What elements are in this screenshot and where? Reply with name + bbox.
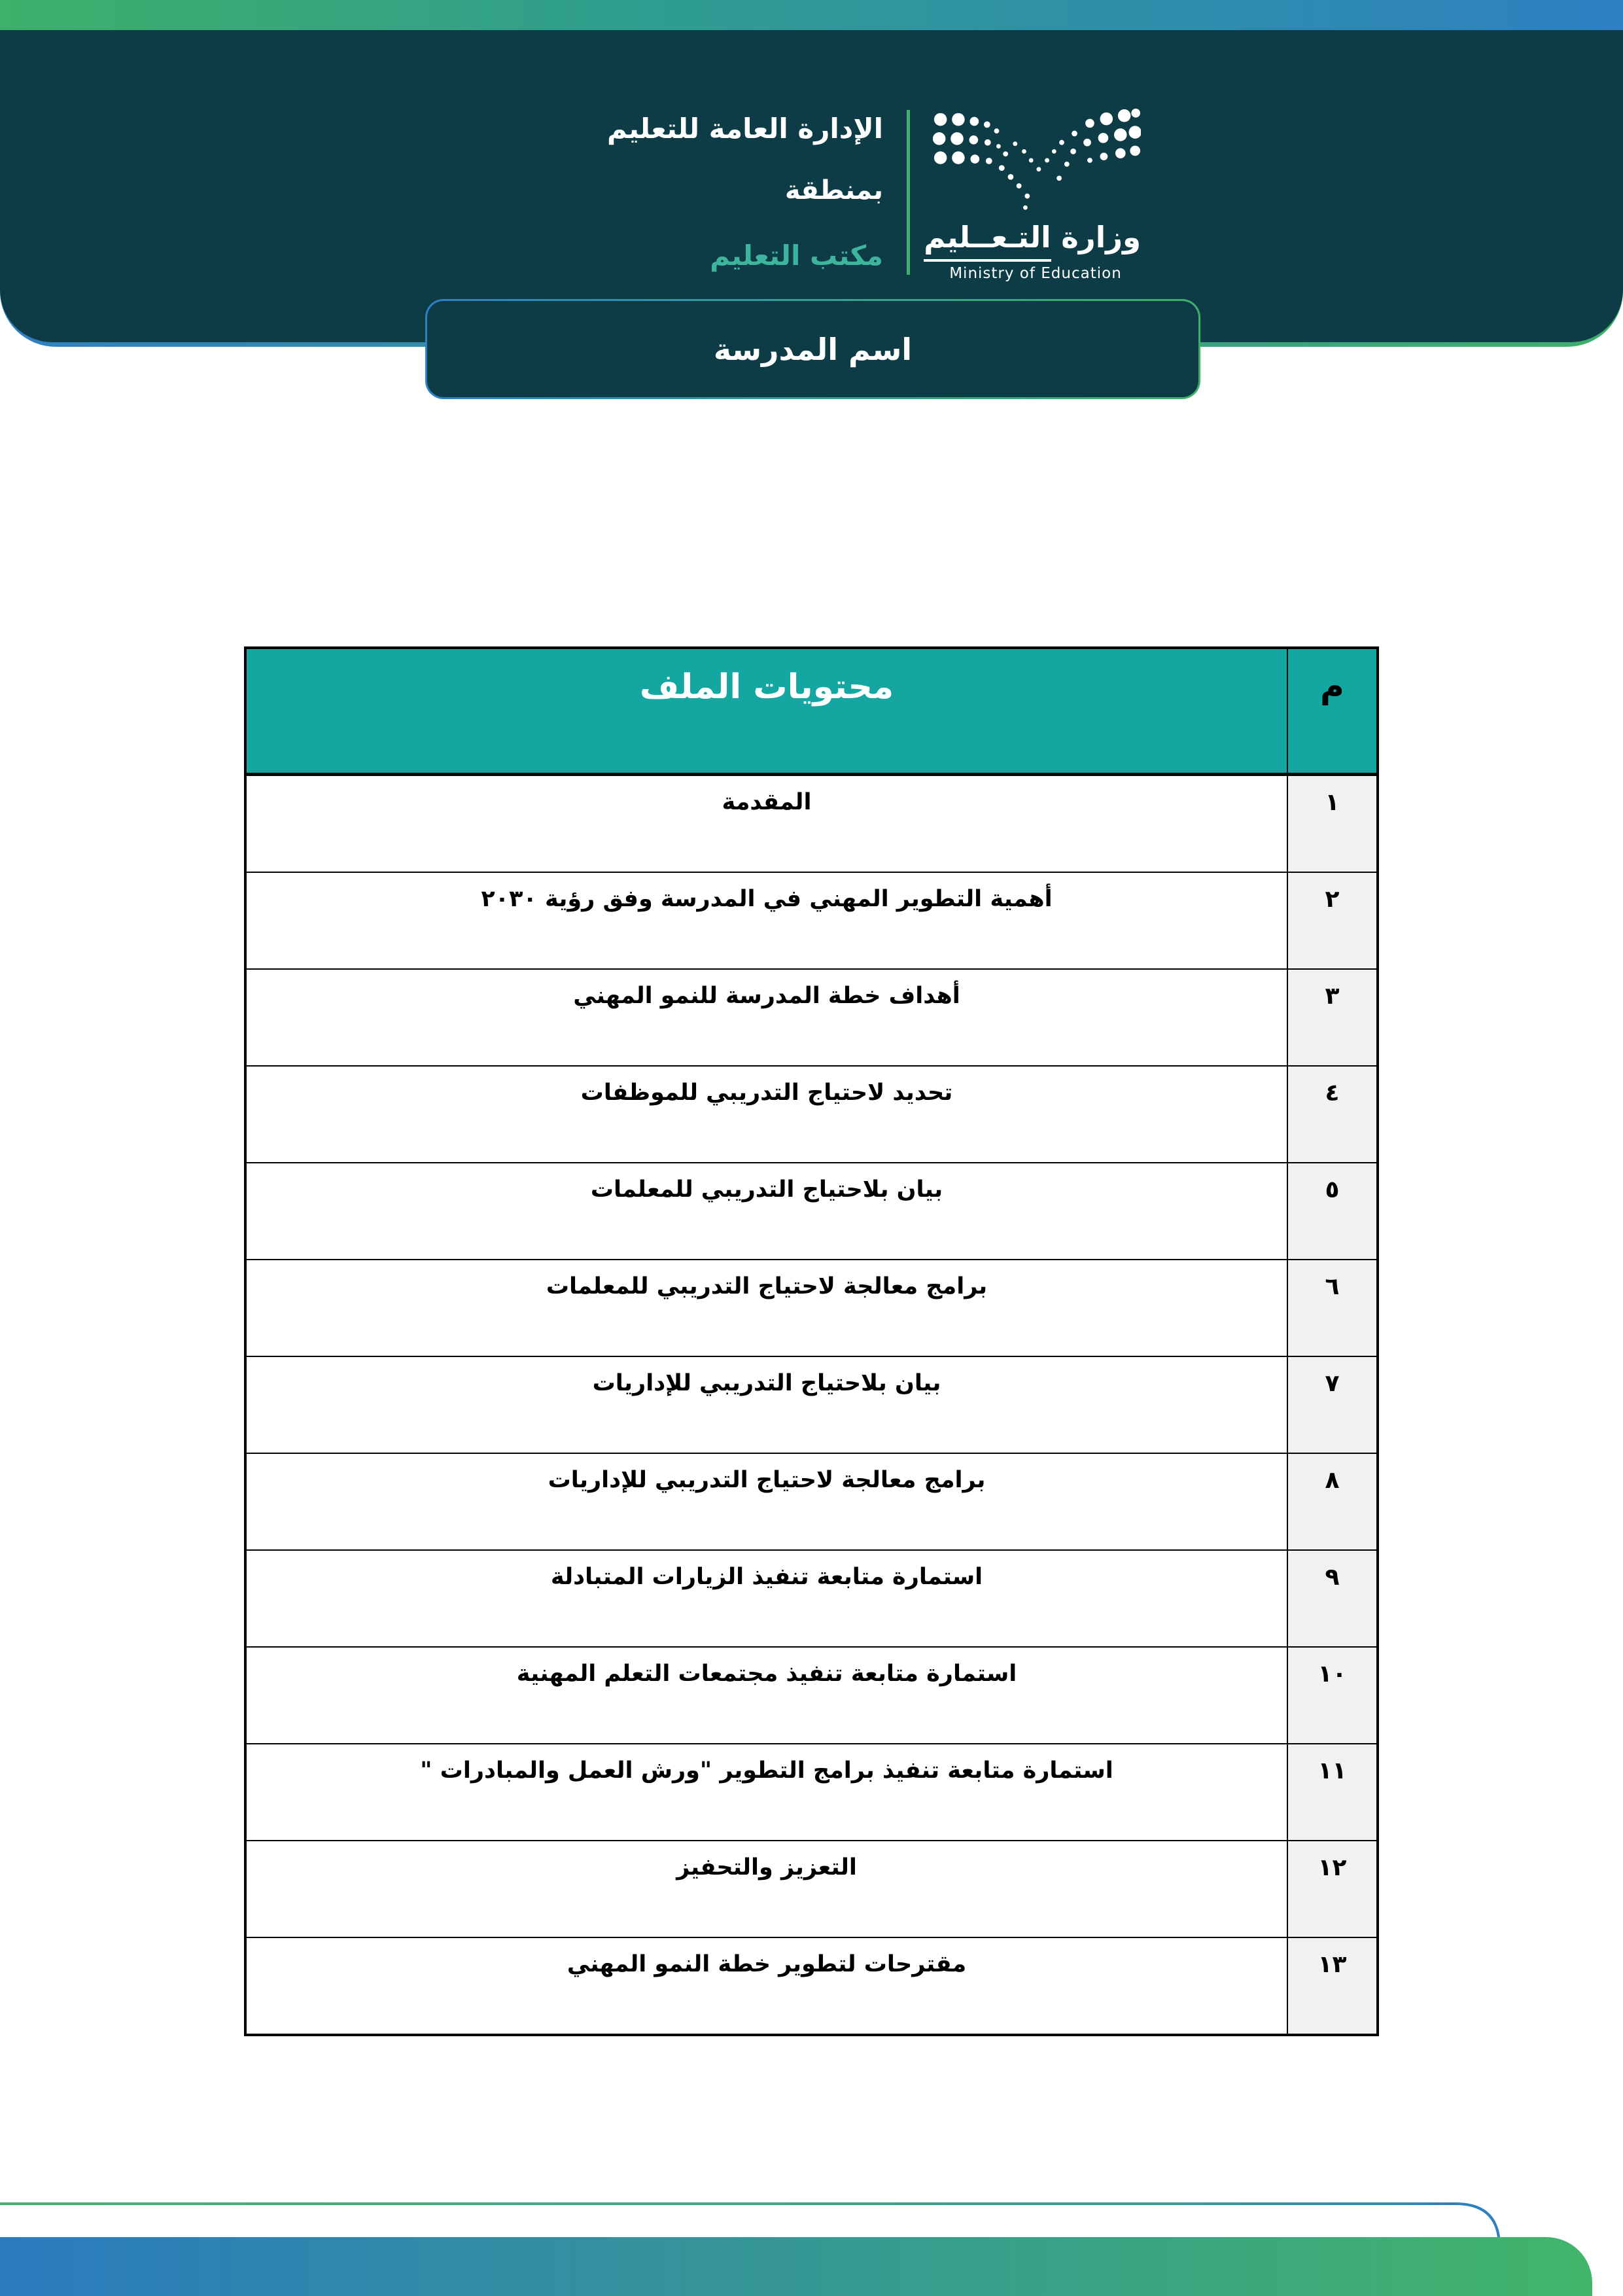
toc-header-number: م (1287, 648, 1378, 775)
toc-row (245, 1163, 1378, 1260)
toc-row (245, 1260, 1378, 1356)
toc-row-title: بيان بلاحتياج التدريبي للمعلمات (245, 1163, 1287, 1260)
region-line: بمنطقة (784, 175, 883, 205)
toc-row (245, 969, 1378, 1066)
toc-row-title: استمارة متابعة تنفيذ مجتمعات التعلم المهنية (245, 1647, 1287, 1744)
toc-row-number: ١٢ (1287, 1841, 1378, 1937)
toc-row-title: المقدمة (245, 775, 1287, 873)
table-of-contents (244, 646, 1379, 2036)
top-gradient-bar (0, 0, 1623, 30)
general-administration-line: الإدارة العامة للتعليم (607, 113, 883, 145)
toc-row-number: ١٣ (1287, 1937, 1378, 2035)
toc-row (245, 1453, 1378, 1550)
toc-row-title: مقترحات لتطوير خطة النمو المهني (245, 1937, 1287, 2035)
toc-row (245, 1356, 1378, 1453)
toc-row-number: ٥ (1287, 1163, 1378, 1260)
school-name-box-border (425, 299, 1200, 399)
toc-row (245, 775, 1378, 873)
toc-row-number: ٤ (1287, 1066, 1378, 1163)
toc-header-row (245, 648, 1378, 775)
toc-row-title: التعزيز والتحفيز (245, 1841, 1287, 1937)
toc-row-number: ٨ (1287, 1453, 1378, 1550)
toc-row-number: ٢ (1287, 872, 1378, 969)
toc-row-title: تحديد لاحتياج التدريبي للموظفات (245, 1066, 1287, 1163)
toc-row-title: برامج معالجة لاحتياج التدريبي للإداريات (245, 1453, 1287, 1550)
ministry-logo (924, 106, 1141, 282)
school-name-box (427, 301, 1198, 397)
toc-row-title: برامج معالجة لاحتياج التدريبي للمعلمات (245, 1260, 1287, 1356)
toc-row (245, 1937, 1378, 2035)
footer-gradient-band (0, 2237, 1592, 2296)
toc-row-number: ٣ (1287, 969, 1378, 1066)
toc-header-title: محتويات الملف (245, 648, 1287, 775)
education-office-line: مكتب التعليم (710, 239, 883, 272)
toc-row-number: ١٠ (1287, 1647, 1378, 1744)
toc-row-number: ٩ (1287, 1550, 1378, 1647)
header-divider-line (907, 110, 910, 275)
toc-row-number: ١ (1287, 775, 1378, 873)
ministry-logo-dots-icon (930, 106, 1141, 216)
toc-row (245, 1550, 1378, 1647)
toc-row-title: أهمية التطوير المهني في المدرسة وفق رؤية ٢٠٣٠ (245, 872, 1287, 969)
toc-row-title: بيان بلاحتياج التدريبي للإداريات (245, 1356, 1287, 1453)
toc-row-title: أهداف خطة المدرسة للنمو المهني (245, 969, 1287, 1066)
toc-row (245, 1744, 1378, 1841)
toc-row-number: ٧ (1287, 1356, 1378, 1453)
ministry-logo-wordmark: وزارة التـعــليم (930, 220, 1141, 255)
school-name-label: اسم المدرسة (713, 331, 913, 367)
toc-row (245, 872, 1378, 969)
toc-row-title: استمارة متابعة تنفيذ الزيارات المتبادلة (245, 1550, 1287, 1647)
toc-row-title: استمارة متابعة تنفيذ برامج التطوير "ورش العمل والمبادرات " (245, 1744, 1287, 1841)
toc-row (245, 1647, 1378, 1744)
toc-row-number: ١١ (1287, 1744, 1378, 1841)
toc-row (245, 1066, 1378, 1163)
toc-row-number: ٦ (1287, 1260, 1378, 1356)
ministry-logo-english: Ministry of Education (949, 265, 1122, 282)
toc-row (245, 1841, 1378, 1937)
